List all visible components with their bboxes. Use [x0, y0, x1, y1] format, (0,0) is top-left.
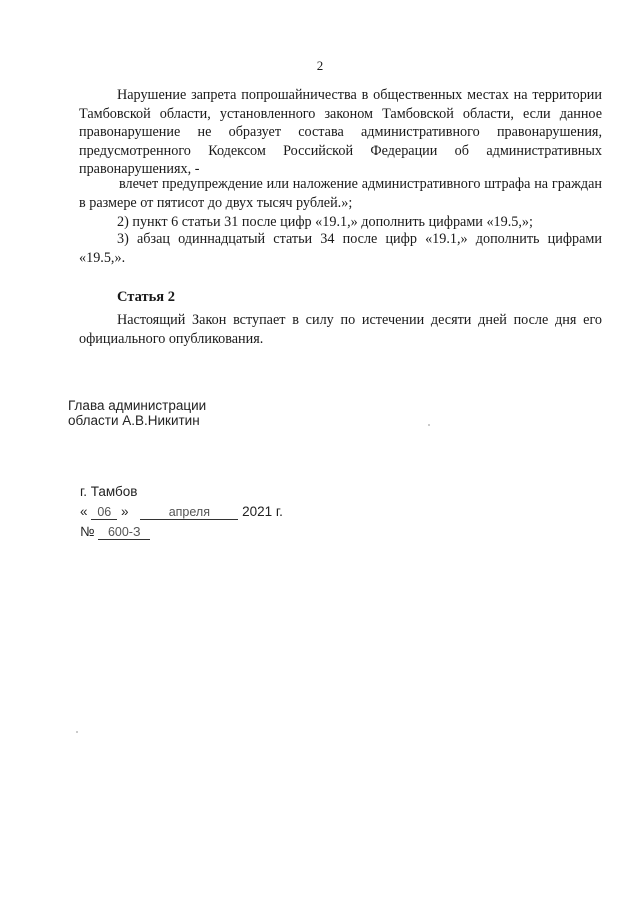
paragraph-item-2: [79, 213, 602, 232]
close-quote: »: [121, 504, 129, 519]
paragraph-violation: [79, 86, 602, 179]
number-line: [80, 522, 283, 542]
paragraph-text: Настоящий Закон вступает в силу по истечении десяти дней после дня его официального опубликования.: [79, 312, 602, 347]
city-name: г. Тамбов: [80, 484, 138, 499]
paragraph-item-3: [79, 230, 602, 267]
place-date-block: [80, 482, 283, 542]
signature-name: области А.В.Никитин: [68, 413, 200, 428]
number-sign: №: [80, 524, 95, 539]
paragraph-effective-date: [79, 311, 602, 348]
page-number: 2: [316, 58, 324, 73]
date-line: [80, 502, 283, 522]
date-day: 06: [91, 505, 117, 520]
date-year: 2021 г.: [242, 504, 283, 519]
scan-speck: [428, 424, 430, 426]
paragraph-text: 3) абзац одиннадцатый статьи 34 после цифр «19.1,» дополнить цифрами «19.5,».: [79, 231, 602, 266]
paragraph-penalty: [79, 175, 602, 212]
date-month: апреля: [140, 505, 238, 520]
open-quote: «: [80, 504, 88, 519]
paragraph-text: 2) пункт 6 статьи 31 после цифр «19.1,» дополнить цифрами «19.5,»;: [117, 214, 533, 230]
paragraph-text: Нарушение запрета попрошайничества в общественных местах на территории Тамбовской области, установленного законом Тамбовской области, если данное правонарушение не образует состава административного правонарушения, предусмотренного Кодексом Российской Федерации об административных правонарушениях, -: [79, 87, 602, 178]
article-title: Статья 2: [117, 289, 175, 305]
law-number: 600-З: [98, 525, 150, 540]
paragraph-text: влечет предупреждение или наложение административного штрафа на граждан в размере от пятисот до двух тысяч рублей.»;: [79, 176, 602, 211]
scan-speck: [76, 731, 78, 733]
signature-title: Глава администрации: [68, 398, 207, 413]
signature-block: [68, 398, 206, 428]
